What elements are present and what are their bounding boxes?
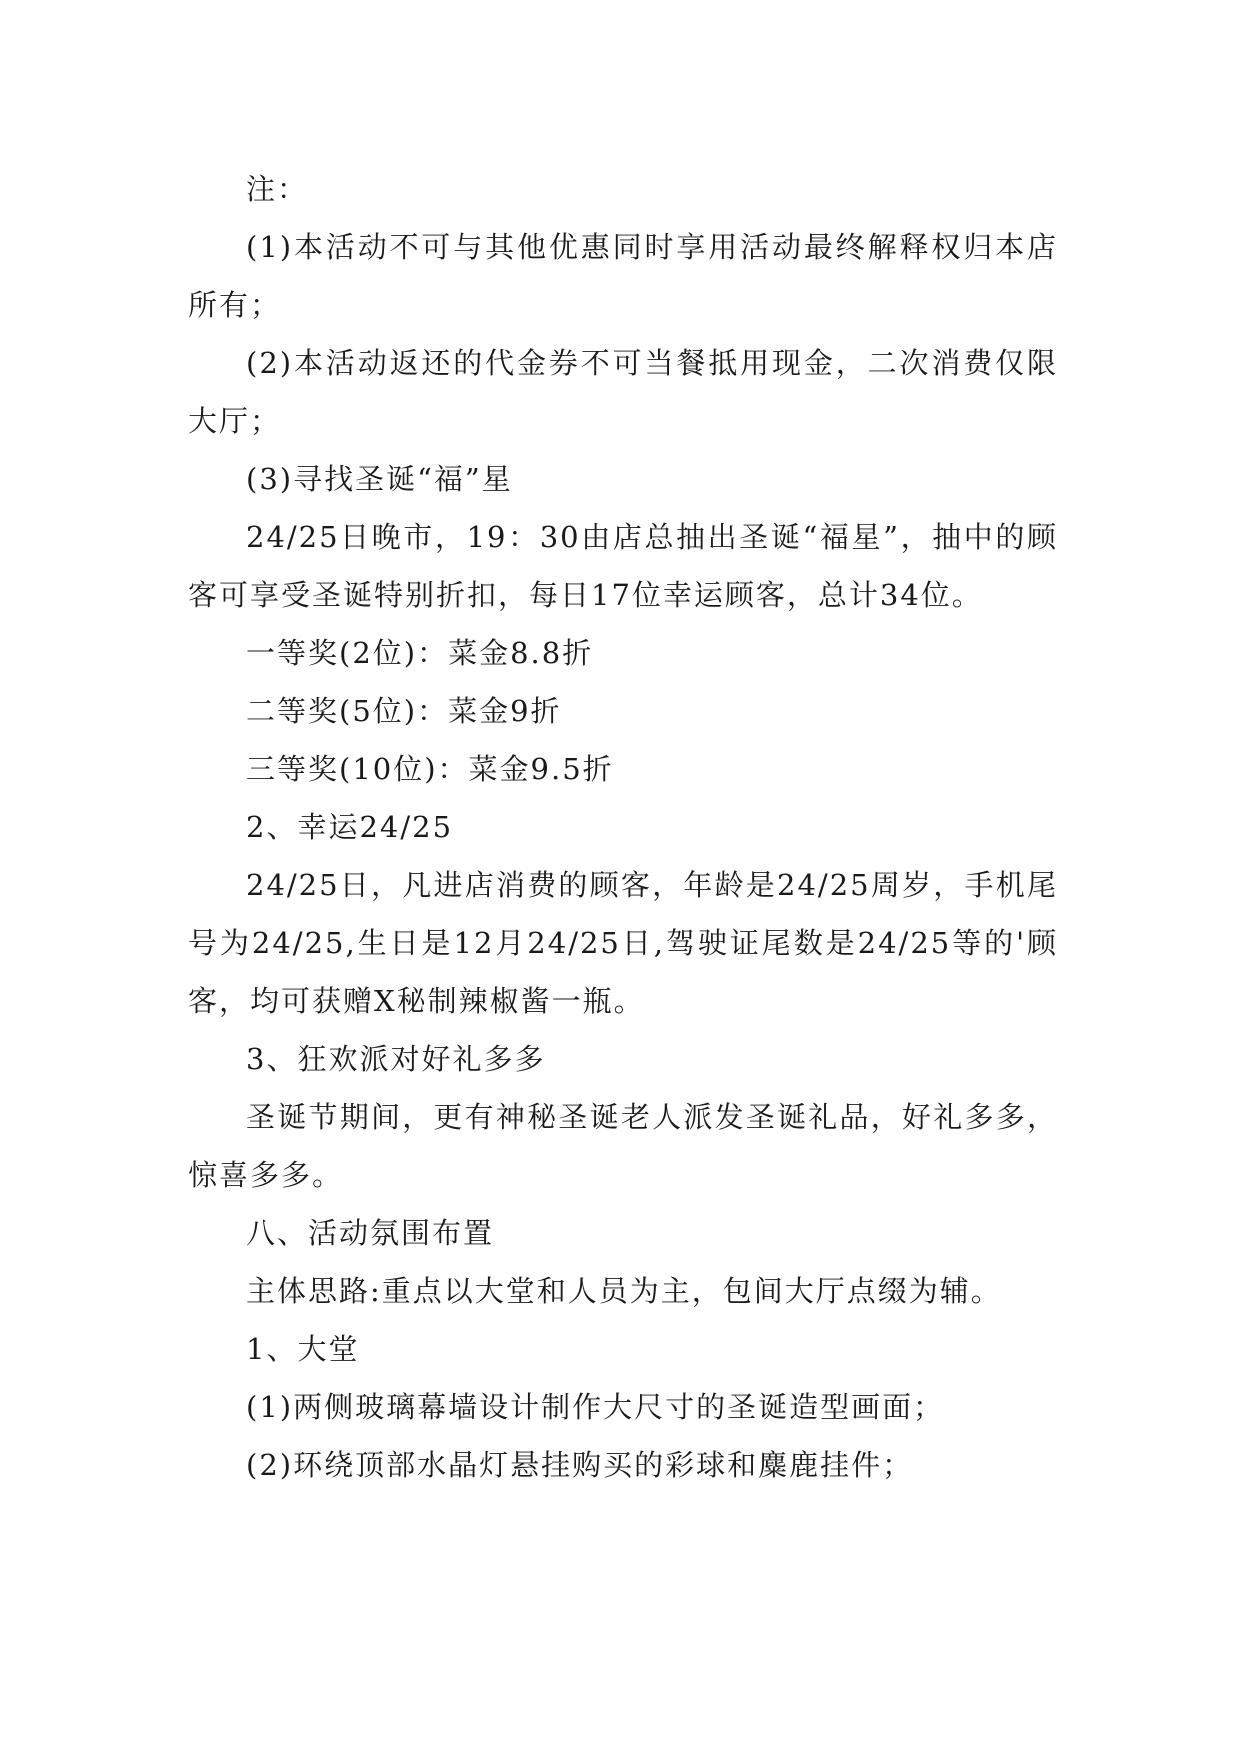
paragraph-section-lobby: 1、大堂 bbox=[246, 1332, 360, 1366]
paragraph-third-prize: 三等奖(10位)：菜金9.5折 bbox=[246, 752, 614, 786]
paragraph-note-heading: 注： bbox=[246, 172, 309, 206]
document-body bbox=[188, 160, 1058, 1494]
paragraph-lobby-1: (1)两侧玻璃幕墙设计制作大尺寸的圣诞造型画面； bbox=[246, 1390, 945, 1424]
paragraph-section-party: 3、狂欢派对好礼多多 bbox=[246, 1042, 546, 1076]
paragraph-note-3: (3)寻找圣诞“福”星 bbox=[246, 462, 513, 496]
paragraph-main-idea: 主体思路:重点以大堂和人员为主，包间大厅点缀为辅。 bbox=[246, 1274, 1002, 1308]
paragraph-section-atmosphere: 八、活动氛围布置 bbox=[246, 1216, 495, 1250]
paragraph-second-prize: 二等奖(5位)：菜金9折 bbox=[246, 694, 562, 728]
paragraph-lucky-draw: 24/25日晚市，19：30由店总抽出圣诞“福星”，抽中的顾客可享受圣诞特别折扣，每日17位幸运顾客，总计34位。 bbox=[188, 520, 1058, 612]
paragraph-section-lucky: 2、幸运24/25 bbox=[246, 810, 454, 844]
paragraph-note-2: (2)本活动返还的代金券不可当餐抵用现金，二次消费仅限大厅； bbox=[188, 346, 1058, 438]
paragraph-lucky-detail: 24/25日，凡进店消费的顾客，年龄是24/25周岁，手机尾号为24/25,生日是12月24/25日,驾驶证尾数是24/25等的'顾客，均可获赠X秘制辣椒酱一瓶。 bbox=[188, 868, 1058, 1018]
paragraph-note-1: (1)本活动不可与其他优惠同时享用活动最终解释权归本店所有； bbox=[188, 230, 1058, 322]
paragraph-party-detail: 圣诞节期间，更有神秘圣诞老人派发圣诞礼品，好礼多多，惊喜多多。 bbox=[188, 1100, 1058, 1192]
paragraph-lobby-2: (2)环绕顶部水晶灯悬挂购买的彩球和麋鹿挂件； bbox=[246, 1448, 914, 1482]
paragraph-first-prize: 一等奖(2位)：菜金8.8折 bbox=[246, 636, 594, 670]
